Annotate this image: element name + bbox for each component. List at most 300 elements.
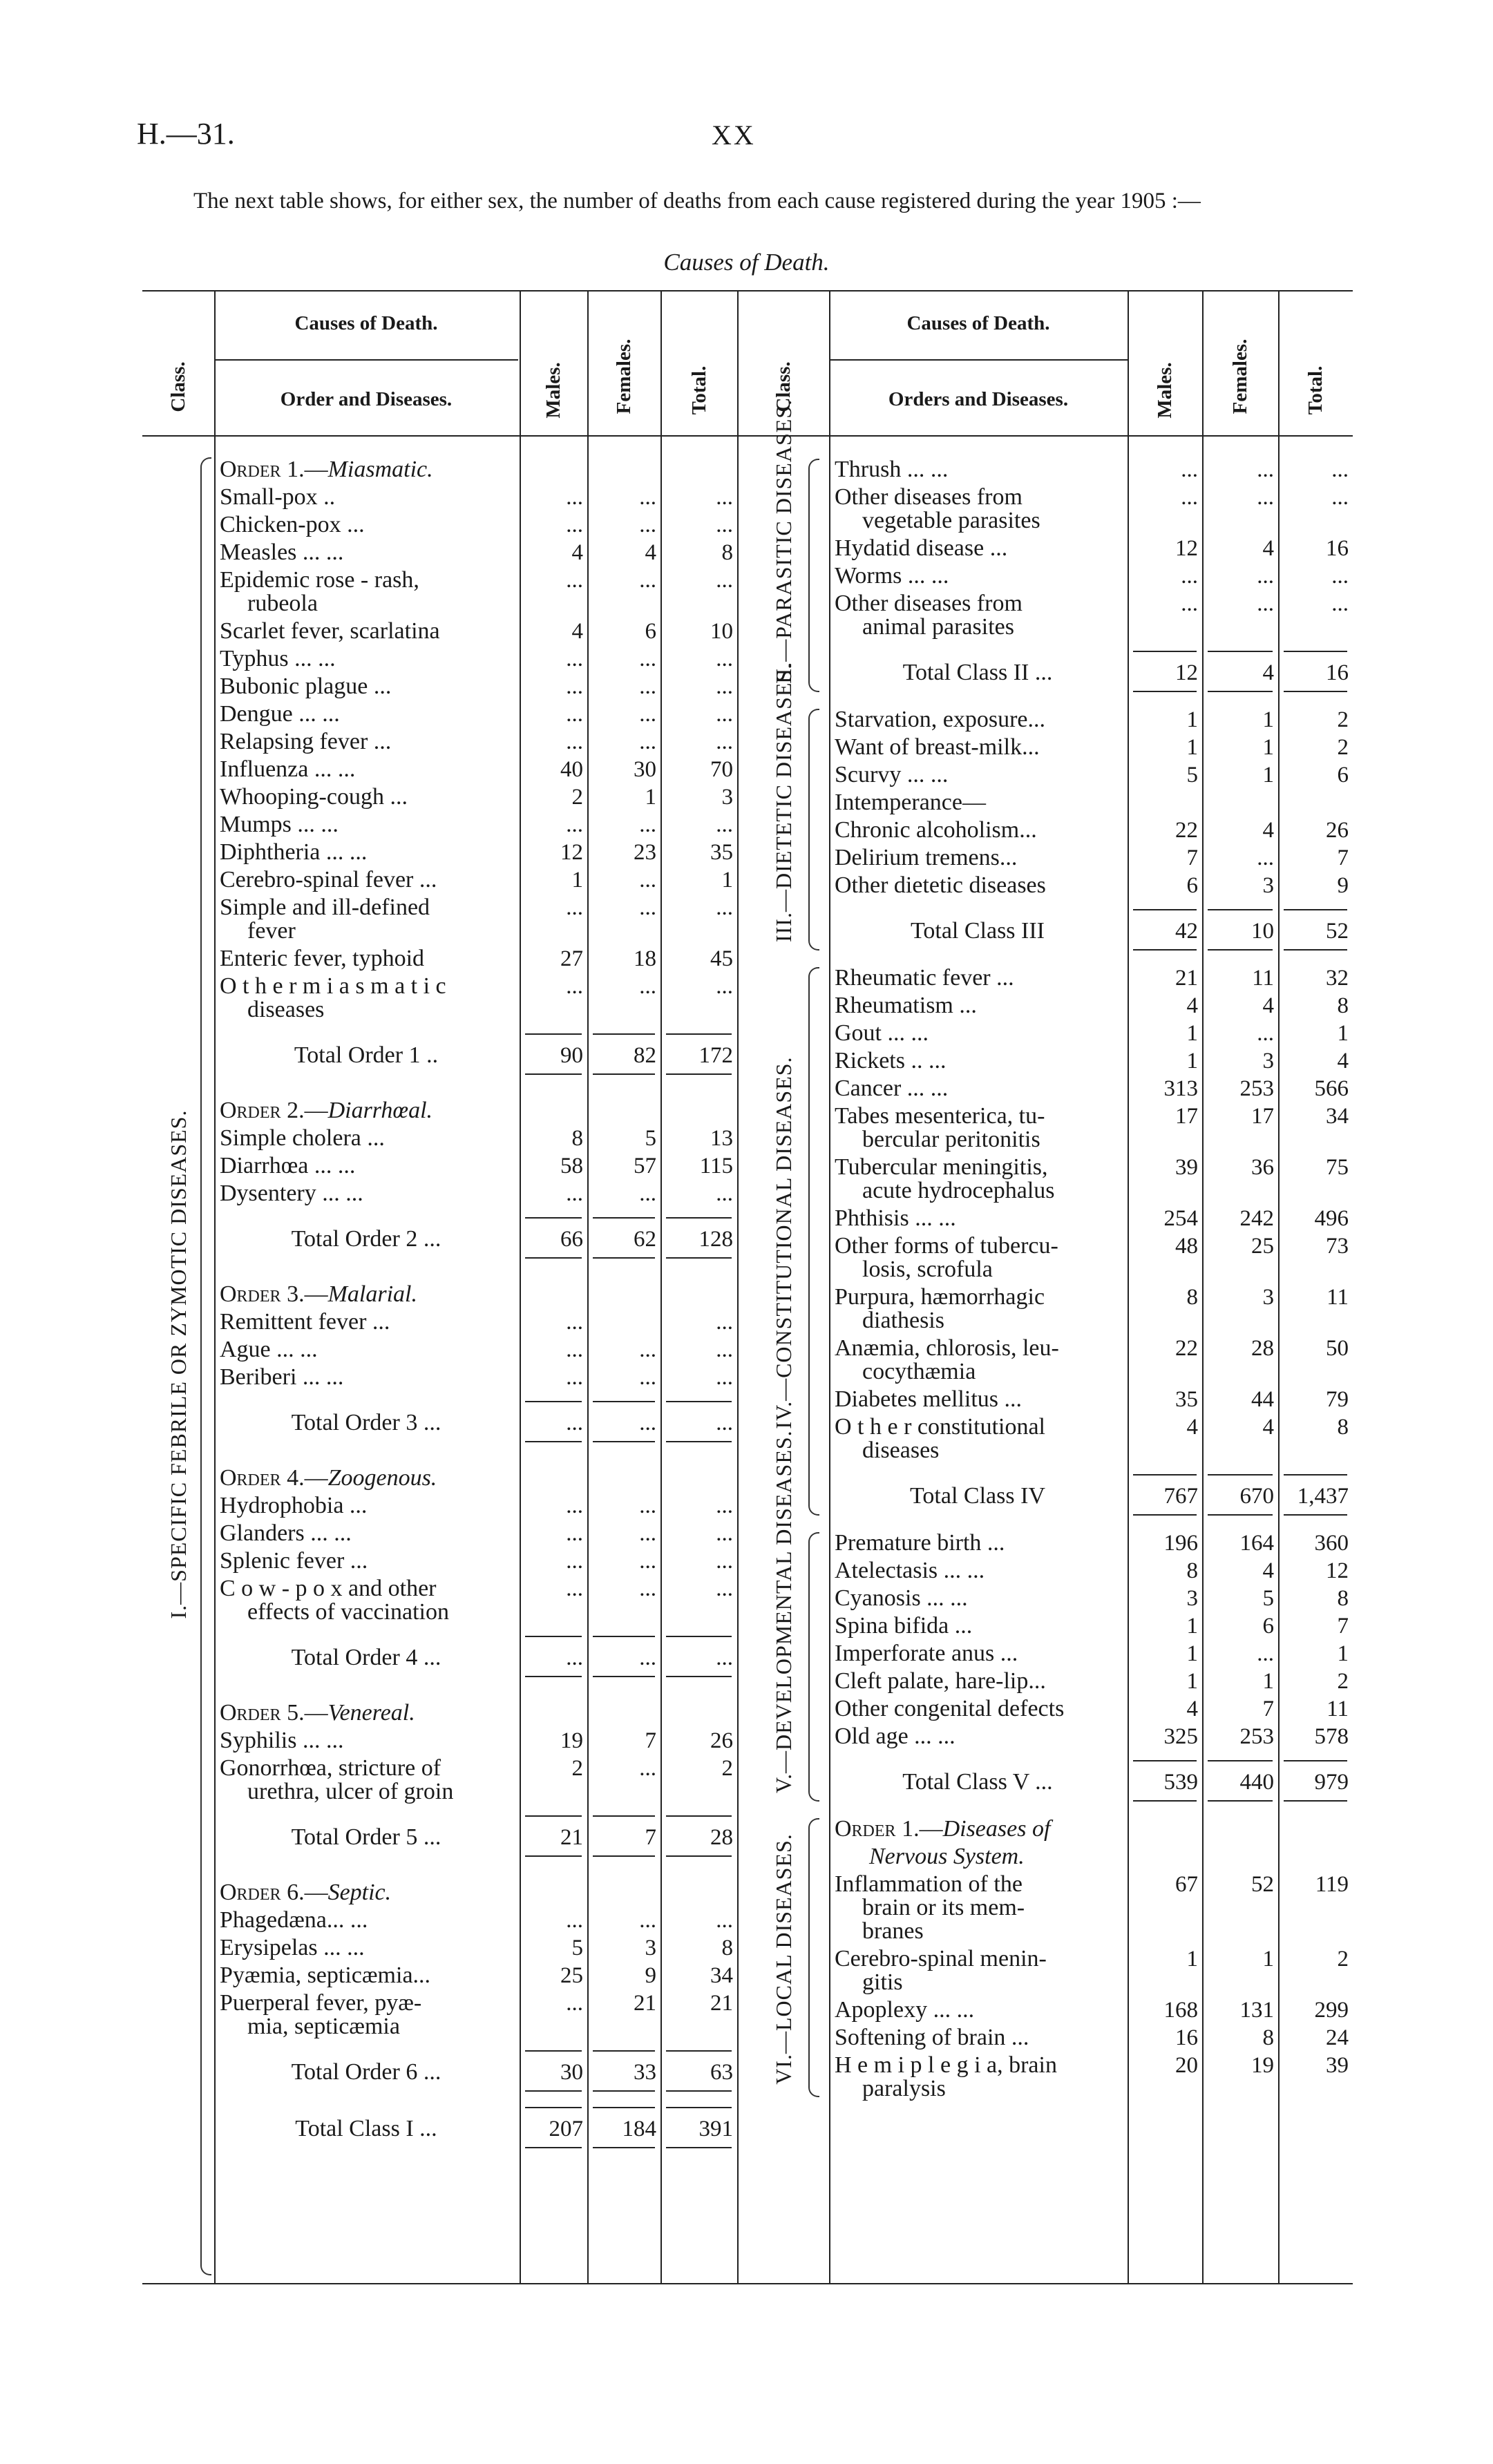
females-value: 44 [1251, 1387, 1274, 1412]
males-value: 4 [571, 619, 583, 644]
females-value: 1 [1262, 707, 1274, 732]
total-value: 32 [1326, 966, 1349, 991]
total-label: Total Order 2 ... [291, 1226, 441, 1252]
total-label: Total Order 3 ... [291, 1410, 441, 1435]
order-title: Miasmatic. [327, 457, 433, 482]
disease-label: Beriberi ... ... [220, 1364, 344, 1390]
total-rule [1133, 651, 1197, 652]
col-header-causes-left: Causes of Death. [294, 312, 438, 334]
females-value: 253 [1239, 1724, 1274, 1749]
total-rule [525, 2107, 582, 2108]
males-value: 325 [1163, 1724, 1198, 1749]
col-header-order-left: Order and Diseases. [280, 388, 453, 410]
males-value: 8 [571, 1126, 583, 1151]
total-value: 21 [710, 1991, 733, 2016]
total-value: ... [716, 1181, 733, 1206]
total-total: 28 [710, 1825, 733, 1850]
total-value: 34 [1326, 1104, 1349, 1129]
males-value: 39 [1175, 1155, 1198, 1180]
total-value: 3 [721, 785, 733, 810]
males-value: 1 [1186, 707, 1198, 732]
total-value: 1 [1337, 1641, 1349, 1666]
females-value: ... [639, 674, 656, 699]
disease-label: Cancer ... ... [835, 1076, 949, 1101]
total-males: 90 [560, 1043, 583, 1068]
total-value: 360 [1314, 1531, 1349, 1556]
disease-label: Mumps ... ... [220, 812, 339, 837]
disease-label: Small-pox .. [220, 484, 336, 510]
total-rule [525, 1257, 582, 1259]
total-males: 207 [549, 2117, 583, 2141]
order-title: Malarial. [327, 1281, 417, 1307]
total-females: 62 [634, 1227, 656, 1252]
order-prefix: Order [835, 1816, 902, 1842]
total-rule [1284, 691, 1347, 692]
total-value: 7 [1337, 1614, 1349, 1639]
females-value: 4 [1262, 536, 1274, 561]
males-value: 1 [1186, 1641, 1198, 1666]
females-value: ... [639, 1549, 656, 1574]
females-value: 6 [645, 619, 656, 644]
males-value: ... [566, 647, 583, 671]
total-rule [666, 2107, 732, 2108]
total-females: 4 [1262, 660, 1274, 685]
females-value: 7 [645, 1728, 656, 1753]
disease-label: Other diseases from [835, 591, 1023, 616]
col-header-total-left: Total. [687, 365, 710, 415]
total-rule [593, 2050, 655, 2052]
total-value: ... [1331, 564, 1349, 589]
total-males: 42 [1175, 919, 1198, 944]
total-value: 11 [1326, 1697, 1349, 1721]
total-females: 440 [1239, 1770, 1274, 1795]
total-value: 16 [1326, 536, 1349, 561]
disease-label: Erysipelas ... ... [220, 1935, 365, 1960]
total-total: 128 [698, 1227, 733, 1252]
total-value: ... [716, 513, 733, 537]
order-heading [220, 1699, 415, 1727]
males-value: ... [566, 485, 583, 510]
disease-label-cont: cocythæmia [862, 1359, 976, 1384]
total-rule [1284, 651, 1347, 652]
females-value: ... [639, 812, 656, 837]
disease-label: Starvation, exposure... [835, 707, 1045, 732]
total-rule [593, 1676, 655, 1677]
total-value: 26 [710, 1728, 733, 1753]
disease-label: Dysentery ... ... [220, 1181, 363, 1206]
total-males: 539 [1163, 1770, 1198, 1795]
males-value: ... [566, 1521, 583, 1546]
total-rule [1284, 909, 1347, 910]
females-value: 3 [645, 1936, 656, 1960]
total-total: ... [716, 1411, 733, 1435]
females-value: 3 [1262, 1285, 1274, 1310]
males-value: 1 [1186, 1049, 1198, 1073]
total-rule [1133, 949, 1197, 951]
total-value: 26 [1326, 818, 1349, 843]
total-value: ... [716, 1521, 733, 1546]
disease-label: Relapsing fever ... [220, 729, 392, 754]
disease-label: Other forms of tubercu- [835, 1233, 1058, 1259]
males-value: 254 [1163, 1206, 1198, 1231]
females-value: 4 [645, 540, 656, 565]
males-value: 1 [1186, 1947, 1198, 1971]
males-value: ... [1181, 564, 1198, 589]
total-value: ... [716, 647, 733, 671]
total-rule [525, 1815, 582, 1817]
disease-label: Dengue ... ... [220, 701, 340, 727]
females-value: 36 [1251, 1155, 1274, 1180]
total-value: 566 [1314, 1076, 1349, 1101]
page-header-id: H.—31. [137, 117, 235, 151]
total-value: 496 [1314, 1206, 1349, 1231]
males-value: 7 [1186, 846, 1198, 870]
females-value: 18 [634, 946, 656, 971]
total-rule [666, 2147, 732, 2148]
total-value: ... [716, 729, 733, 754]
column-rule [214, 290, 216, 2283]
males-value: 48 [1175, 1234, 1198, 1259]
males-value: ... [566, 1337, 583, 1362]
total-value: 2 [1337, 1947, 1349, 1971]
disease-label: Other diseases from [835, 484, 1023, 510]
disease-label: Enteric fever, typhoid [220, 946, 425, 971]
class-label-right-4: VI.—LOCAL DISEASES. [771, 1833, 796, 2085]
disease-label: Cleft palate, hare-lip... [835, 1668, 1046, 1694]
males-value: ... [566, 1181, 583, 1206]
males-value: ... [566, 729, 583, 754]
males-value: 2 [571, 785, 583, 810]
males-value: ... [566, 702, 583, 727]
total-rule [666, 1815, 732, 1817]
disease-label: Imperforate anus ... [835, 1641, 1018, 1666]
females-value: ... [639, 729, 656, 754]
order-number: 1.— [902, 1816, 943, 1842]
total-rule [1208, 909, 1273, 910]
females-value: ... [1257, 591, 1274, 616]
total-males: 767 [1163, 1484, 1198, 1509]
total-rule [593, 1855, 655, 1857]
total-rule [593, 2090, 655, 2092]
males-value: ... [566, 1549, 583, 1574]
disease-label: Chronic alcoholism... [835, 817, 1037, 843]
disease-label: Syphilis ... ... [220, 1728, 344, 1753]
total-value: 12 [1326, 1558, 1349, 1583]
total-total: 52 [1326, 919, 1349, 944]
total-rule [1208, 949, 1273, 951]
total-label: Total Class IV [910, 1483, 1045, 1509]
females-value: ... [639, 1908, 656, 1933]
females-value: 4 [1262, 1415, 1274, 1440]
order-number: 5.— [287, 1700, 328, 1726]
males-value: 22 [1175, 1336, 1198, 1361]
disease-label-cont: animal parasites [862, 614, 1014, 640]
total-value: 299 [1314, 1998, 1349, 2023]
males-value: 35 [1175, 1387, 1198, 1412]
disease-label: Gout ... ... [835, 1020, 929, 1046]
total-value: ... [716, 974, 733, 999]
females-value: 1 [1262, 735, 1274, 760]
females-value: 28 [1251, 1336, 1274, 1361]
males-value: ... [566, 974, 583, 999]
females-value: 1 [1262, 1669, 1274, 1694]
total-females: 670 [1239, 1484, 1274, 1509]
females-value: 164 [1239, 1531, 1274, 1556]
total-value: 7 [1337, 846, 1349, 870]
total-value: ... [716, 1337, 733, 1362]
disease-label: Epidemic rose - rash, [220, 567, 419, 593]
total-value: 45 [710, 946, 733, 971]
total-value: 578 [1314, 1724, 1349, 1749]
disease-label-cont: losis, scrofula [862, 1257, 993, 1282]
total-rule [666, 1441, 732, 1442]
females-value: 57 [634, 1154, 656, 1178]
males-value: 4 [571, 540, 583, 565]
disease-label: Glanders ... ... [220, 1520, 352, 1546]
females-value: 52 [1251, 1872, 1274, 1897]
order-prefix: Order [220, 457, 287, 482]
total-total: 172 [698, 1043, 733, 1068]
disease-label: Want of breast-milk... [835, 734, 1040, 760]
total-value: ... [716, 1576, 733, 1601]
females-value: 4 [1262, 1558, 1274, 1583]
total-label: Total Order 6 ... [291, 2059, 441, 2085]
females-value: ... [639, 647, 656, 671]
total-value: 2 [721, 1756, 733, 1781]
males-value: 12 [560, 840, 583, 865]
disease-label-cont: acute hydrocephalus [862, 1178, 1055, 1203]
order-title: Diarrhœal. [327, 1098, 433, 1123]
females-value: 9 [645, 1963, 656, 1988]
males-value: ... [566, 568, 583, 593]
females-value: ... [1257, 1021, 1274, 1046]
total-value: 24 [1326, 2025, 1349, 2050]
order-heading [220, 1879, 391, 1907]
total-rule [1133, 1800, 1197, 1802]
disease-label: Bubonic plague ... [220, 674, 392, 699]
males-value: ... [566, 674, 583, 699]
total-value: 35 [710, 840, 733, 865]
disease-label: Cerebro-spinal fever ... [220, 867, 437, 892]
total-value: 8 [721, 540, 733, 565]
total-males: 66 [560, 1227, 583, 1252]
total-value: 10 [710, 619, 733, 644]
order-heading [835, 1815, 1050, 1843]
females-value: ... [1257, 1641, 1274, 1666]
total-value: 9 [1337, 873, 1349, 898]
males-value: 4 [1186, 993, 1198, 1018]
disease-label: Softening of brain ... [835, 2025, 1029, 2050]
total-value: 34 [710, 1963, 733, 1988]
disease-label-cont: bercular peritonitis [862, 1127, 1040, 1152]
order-title: Venereal. [327, 1700, 415, 1726]
total-rule [1284, 1514, 1347, 1516]
males-value: 5 [571, 1936, 583, 1960]
disease-label: O t h e r m i a s m a t i c [220, 973, 446, 999]
disease-label: Other dietetic diseases [835, 872, 1046, 898]
males-value: 8 [1186, 1285, 1198, 1310]
males-value: 16 [1175, 2025, 1198, 2050]
disease-label: Scarlet fever, scarlatina [220, 618, 440, 644]
disease-label: Intemperance— [835, 790, 986, 815]
females-value: 4 [1262, 818, 1274, 843]
class-brace-right [808, 459, 819, 692]
females-value: ... [639, 1576, 656, 1601]
total-value: 73 [1326, 1234, 1349, 1259]
disease-label: Apoplexy ... ... [835, 1997, 975, 2023]
females-value: ... [639, 895, 656, 920]
total-rule [1284, 1800, 1347, 1802]
total-value: 6 [1337, 763, 1349, 787]
total-total: 16 [1326, 660, 1349, 685]
order-number: 2.— [287, 1098, 328, 1123]
disease-label-cont: gitis [862, 1969, 903, 1995]
total-rule [666, 1855, 732, 1857]
males-value: ... [566, 1493, 583, 1518]
class-brace-left [200, 457, 211, 2275]
females-value: 7 [1262, 1697, 1274, 1721]
females-value: 242 [1239, 1206, 1274, 1231]
total-value: 39 [1326, 2053, 1349, 2078]
males-value: ... [566, 1908, 583, 1933]
total-rule [525, 2050, 582, 2052]
females-value: ... [639, 974, 656, 999]
disease-label-cont: branes [862, 1918, 924, 1944]
disease-label-cont: diathesis [862, 1308, 944, 1333]
disease-label: Worms ... ... [835, 563, 949, 589]
disease-label: Other congenital defects [835, 1696, 1065, 1721]
total-rule [593, 1073, 655, 1075]
total-rule [1208, 1514, 1273, 1516]
disease-label: O t h e r constitutional [835, 1414, 1046, 1440]
total-rule [1208, 1800, 1273, 1802]
total-label: Total Class V ... [902, 1769, 1053, 1795]
total-value: 50 [1326, 1336, 1349, 1361]
total-value: 70 [710, 757, 733, 782]
disease-label: Gonorrhœa, stricture of [220, 1755, 441, 1781]
total-rule [525, 1401, 582, 1402]
order-prefix: Order [220, 1700, 287, 1726]
disease-label: Puerperal fever, pyæ- [220, 1990, 422, 2016]
females-value: ... [639, 1493, 656, 1518]
total-rule [666, 2090, 732, 2092]
total-males: ... [566, 1411, 583, 1435]
total-males: 30 [560, 2060, 583, 2085]
total-rule [525, 1217, 582, 1219]
disease-label-cont: vegetable parasites [862, 508, 1040, 533]
disease-label: C o w - p o x and other [220, 1576, 437, 1601]
females-value: ... [639, 513, 656, 537]
total-rule [666, 1073, 732, 1075]
class-brace-right [808, 1818, 819, 2097]
total-value: 8 [1337, 1415, 1349, 1440]
total-rule [593, 1636, 655, 1637]
disease-label: Simple and ill-defined [220, 895, 430, 920]
total-rule [525, 2147, 582, 2148]
total-value: 2 [1337, 1669, 1349, 1694]
total-total: ... [716, 1645, 733, 1670]
total-rule [593, 1257, 655, 1259]
total-value: 8 [1337, 993, 1349, 1018]
disease-label: Cyanosis ... ... [835, 1585, 968, 1611]
total-rule [593, 2107, 655, 2108]
disease-label: Spina bifida ... [835, 1613, 973, 1639]
class-brace-right [808, 1532, 819, 1802]
males-value: 22 [1175, 818, 1198, 843]
females-value: ... [1257, 485, 1274, 510]
order-title: Zoogenous. [327, 1465, 437, 1491]
col-header-males-right: Males. [1154, 362, 1176, 419]
females-value: ... [639, 1337, 656, 1362]
females-value: 8 [1262, 2025, 1274, 2050]
total-rule [525, 1636, 582, 1637]
females-value: 5 [645, 1126, 656, 1151]
males-value: 4 [1186, 1697, 1198, 1721]
males-value: 27 [560, 946, 583, 971]
col-header-males-left: Males. [542, 362, 564, 419]
order-heading [220, 1097, 432, 1125]
disease-label: Cerebro-spinal menin- [835, 1946, 1047, 1971]
total-value: 8 [1337, 1586, 1349, 1611]
disease-label: Diphtheria ... ... [220, 839, 368, 865]
total-rule [593, 1217, 655, 1219]
females-value: ... [1257, 846, 1274, 870]
right-header-split-rule [829, 359, 1128, 361]
total-value: ... [716, 1549, 733, 1574]
total-value: 1 [721, 868, 733, 892]
females-value: ... [639, 568, 656, 593]
col-header-class-right: Class. [772, 361, 795, 412]
total-rule [1208, 691, 1273, 692]
total-rule [666, 1217, 732, 1219]
total-rule [1133, 1514, 1197, 1516]
total-value: ... [716, 1908, 733, 1933]
disease-label-cont: diseases [862, 1438, 940, 1463]
total-value: ... [716, 1310, 733, 1335]
females-value: 1 [1262, 763, 1274, 787]
males-value: 1 [1186, 735, 1198, 760]
total-label: Total Order 5 ... [291, 1824, 441, 1850]
total-label: Total Class III [910, 918, 1045, 944]
males-value: 196 [1163, 1531, 1198, 1556]
disease-label: Purpura, hæmorrhagic [835, 1284, 1045, 1310]
males-value: 8 [1186, 1558, 1198, 1583]
males-value: 2 [571, 1756, 583, 1781]
total-value: ... [716, 674, 733, 699]
males-value: ... [1181, 457, 1198, 482]
order-title: Diseases of [942, 1816, 1051, 1842]
total-total: 391 [698, 2117, 733, 2141]
disease-label: Diarrhœa ... ... [220, 1153, 356, 1178]
order-prefix: Order [220, 1281, 287, 1307]
order-heading [220, 456, 433, 484]
disease-label: Measles ... ... [220, 539, 344, 565]
males-value: ... [1181, 485, 1198, 510]
total-rule [666, 1257, 732, 1259]
order-prefix: Order [220, 1465, 287, 1491]
disease-label: Phagedæna... ... [220, 1907, 368, 1933]
order-prefix: Order [220, 1098, 287, 1123]
total-rule [666, 1676, 732, 1677]
disease-label-cont: fever [247, 918, 296, 944]
disease-label: Phthisis ... ... [835, 1205, 956, 1231]
total-rule [666, 1033, 732, 1035]
class-label-right-2: IV.—CONSTITUTIONAL DISEASES. [771, 1056, 796, 1429]
total-rule [525, 1676, 582, 1677]
total-females: 7 [645, 1825, 656, 1850]
disease-label-cont: rubeola [247, 591, 318, 616]
disease-label-cont: effects of vaccination [247, 1599, 450, 1625]
